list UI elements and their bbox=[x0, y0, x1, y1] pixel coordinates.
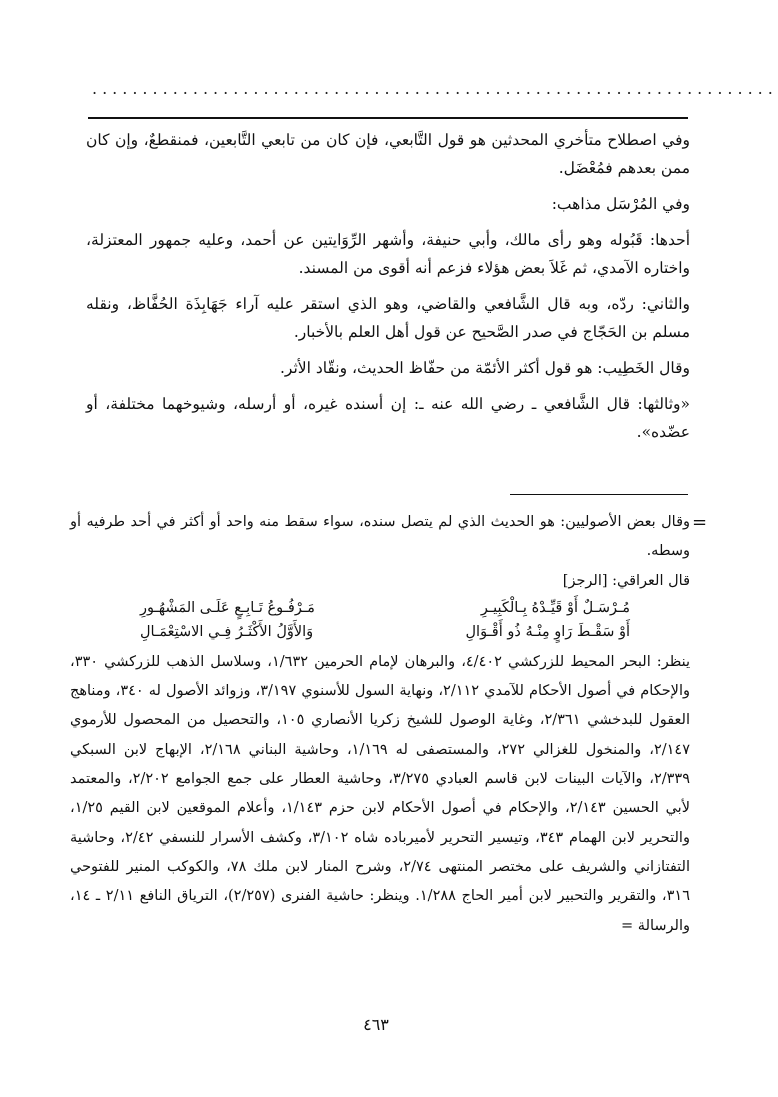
header-rule bbox=[88, 117, 688, 119]
paragraph: وفي اصطلاح متأخري المحدثين هو قول التَّابعي، فإن كان من تابعي التَّابعين، فمنقطعٌ، وإن كان ممن بعدهم فمُعْضَل. bbox=[86, 131, 690, 177]
main-text bbox=[86, 126, 690, 454]
paragraph: أحدها: قَبُوله وهو رأى مالك، وأبي حنيفة، وأشهر الرِّوَايتين عن أحمد، وعليه جمهور المعتزلة، واختاره الآمدي، ثم غَلاَ بعض هؤلاء فزعم أنه أقوى من المسند. bbox=[86, 231, 690, 277]
verse-hemistich: مُـرْسَـلٌ أَوْ قَيِّـدْهُ بِـالْكَبِيـرِ bbox=[480, 599, 630, 616]
footnote-paragraph: ينظر: البحر المحيط للزركشي ٤/٤٠٢، والبرهان لإمام الحرمين ١/٦٣٢، وسلاسل الذهب للزركشي ٣٣٠، والإحكام في أصول الأحكام للآمدي ٢/١١٢، ونهاية السول للأسنوي ٣/١٩٧، وزوائد الأصول له ٣٤٠، ومناهج العقول للبدخشي ٢/٣٦١، وغاية الوصول للشيخ زكريا الأنصاري ١٠٥، والتحصيل من المحصول للأرموي ٢/١٤٧، والمنخول للغزالي ٢٧٢، والمستصفى له ١/١٦٩، وحاشية البناني ٢/١٦٨، الإبهاج لابن السبكي ٢/٣٣٩، والآيات البينات لابن قاسم العبادي ٣/٢٧٥، وحاشية العطار على جمع الجوامع ٢/٢٠٢، والمعتمد لأبي الحسين ٢/١٤٣، والإحكام في أصول الأحكام لابن حزم ١/١٤٣، وأعلام الموقعين لابن القيم ١/٢٥، والتحرير لابن الهمام ٣٤٣، وتيسير التحرير لأميرباده شاه ٣/١٠٢، وكشف الأسرار للنسفي ٢/٤٢، وحاشية التفتازاني والشريف على مختصر المنتهى ٢/٧٤، وشرح المنار لابن ملك ٧٨، والكوكب المنير للفتوحي ٣١٦، والتقرير والتحبير لابن أمير الحاج ١/٢٨٨. وينظر: حاشية الفنرى (٢/٢٥٧)، الترياق النافع ٢/١١ ـ ١٤، والرسالة = bbox=[70, 653, 690, 934]
footnote-paragraph: وقال بعض الأصوليين: هو الحديث الذي لم يتصل سنده، سواء سقط منه واحد أو أكثر في أحد طرفيه أو وسطه. bbox=[70, 514, 690, 560]
header-dotted-line: .................................................................... bbox=[92, 79, 778, 98]
footnote-paragraph: قال العراقي: [الرجز] bbox=[562, 572, 690, 589]
page-number: ٤٦٣ bbox=[363, 1015, 389, 1034]
verse-hemistich: مَـرْفُـوعُ تَـابِـعٍ عَلَـى المَشْهُـورِ bbox=[140, 599, 315, 616]
paragraph: «وثالثها: قال الشَّافعي ـ رضي الله عنه ـ: إن أسنده غيره، أو أرسله، وشيوخهما مختلفة، أو عضّده». bbox=[86, 395, 690, 441]
footnote-section bbox=[70, 508, 690, 941]
verse-hemistich: وَالأَوَّلُ الأَكْثَـرُ فِـي الاسْتِعْمَـالِ bbox=[140, 623, 314, 640]
footnote-rule bbox=[510, 494, 688, 495]
paragraph: والثاني: ردّه، وبه قال الشَّافعي والقاضي، وهو الذي استقر عليه آراء جَهَابِذَة الحُفَّاظ، ونقله مسلم بن الحَجّاج في صدر الصَّحيح عن قول أهل العلم بالأخبار. bbox=[86, 295, 690, 341]
footnote-continuation-mark: = bbox=[692, 512, 708, 533]
paragraph: وقال الخَطِيب: هو قول أكثر الأئمّة من حفّاظ الحديث، ونقّاد الأثر. bbox=[279, 359, 690, 377]
paragraph: وفي المُرْسَل مذاهب: bbox=[551, 195, 690, 213]
verse-block bbox=[70, 596, 690, 644]
verse-hemistich: أَوْ سَقْـطَ رَاوٍ مِنْـهُ ذُو أَقْـوَالِ bbox=[465, 623, 630, 640]
